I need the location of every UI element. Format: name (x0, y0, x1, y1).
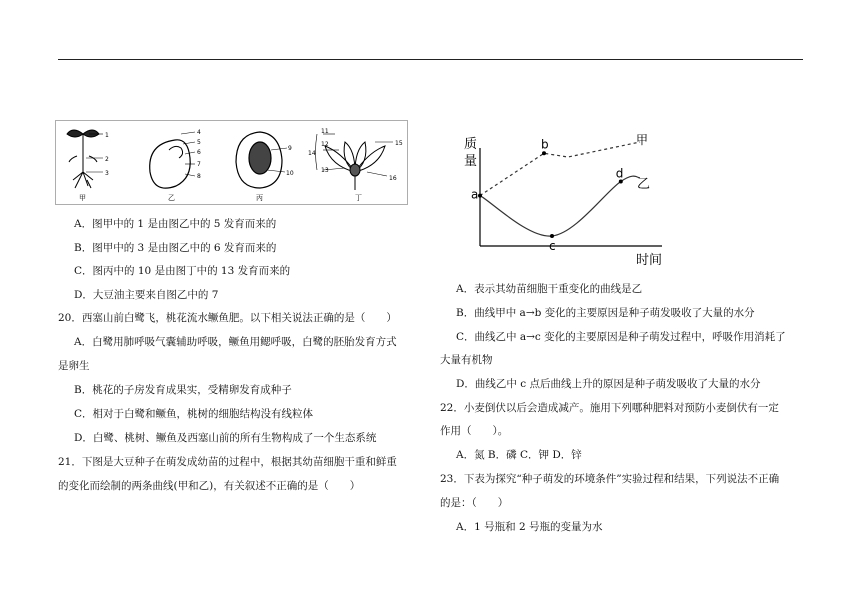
figure-label-bing: 丙 (256, 194, 263, 202)
q20-option-c: C．相对于白鹭和鳜鱼，桃树的细胞结构没有线粒体 (74, 408, 314, 420)
q20-option-a: A．白鹭用肺呼吸气囊辅助呼吸，鳜鱼用鳃呼吸，白鹭的胚胎发育方式 (74, 336, 397, 348)
point-label-a: a (471, 187, 479, 202)
q21-option-c-cont: 大量有机物 (440, 354, 493, 366)
q19-option-a: A．图甲中的 1 是由图乙中的 5 发育而来的 (74, 218, 277, 230)
series-line-yi (480, 176, 640, 236)
chart-xlabel: 时间 (636, 253, 663, 268)
label-12: 12 (321, 141, 329, 148)
label-6: 6 (197, 149, 201, 156)
header-rule (58, 59, 803, 60)
q19-option-d: D．大豆油主要来自图乙中的 7 (74, 289, 219, 301)
q19-option-c: C．图丙中的 10 是由图丁中的 13 发育而来的 (74, 265, 291, 277)
q20-stem: 20．西塞山前白鹭飞，桃花流水鳜鱼肥。以下相关说法正确的是（ ） (58, 312, 397, 324)
point-label-b: b (541, 137, 549, 152)
label-11: 11 (321, 128, 329, 135)
label-13: 13 (321, 167, 329, 174)
q21-stem-line2: 的变化而绘制的两条曲线(甲和乙)，有关叙述不正确的是（ ） (58, 480, 361, 492)
q21-option-a: A．表示其幼苗细胞干重变化的曲线是乙 (456, 283, 643, 295)
label-2: 2 (105, 156, 109, 163)
label-1: 1 (105, 132, 109, 139)
q21-stem-line1: 21．下图是大豆种子在萌发成幼苗的过程中，根据其幼苗细胞干重和鲜重 (58, 456, 397, 468)
series-label-jia: 甲 (636, 133, 649, 147)
point-label-d: d (615, 166, 624, 181)
label-5: 5 (197, 139, 201, 146)
q20-option-b: B．桃花的子房发育成果实，受精卵发育成种子 (74, 384, 292, 396)
q22-stem-line1: 22．小麦倒伏以后会造成减产。施用下列哪种肥料对预防小麦倒伏有一定 (440, 402, 779, 414)
q21-option-b: B．曲线甲中 a→b 变化的主要原因是种子萌发吸收了大量的水分 (456, 307, 755, 319)
fruit-diagram-bing (236, 132, 287, 188)
growth-chart (440, 128, 670, 270)
point-a (478, 194, 482, 198)
chart-ylabel-2: 量 (464, 154, 478, 169)
label-3: 3 (105, 170, 109, 177)
q23-stem-line1: 23．下表为探究“种子萌发的环境条件”实验过程和结果，下列说法不正确 (440, 473, 780, 485)
q20-option-a-cont: 是卵生 (58, 360, 90, 372)
q20-option-d: D．白鹭、桃树、鳜鱼及西塞山前的所有生物构成了一个生态系统 (74, 432, 377, 444)
label-10: 10 (286, 170, 294, 177)
point-c (550, 234, 554, 238)
q22-options: A．氮 B．磷 C．钾 D．锌 (456, 449, 582, 461)
label-4: 4 (197, 129, 201, 136)
seedling-diagram-jia (67, 130, 103, 188)
label-16: 16 (389, 175, 397, 182)
label-8: 8 (197, 173, 201, 180)
plant-structure-figure (55, 120, 410, 205)
point-label-c: c (549, 239, 556, 253)
figure-label-jia: 甲 (79, 194, 86, 202)
point-b (542, 151, 546, 155)
label-15: 15 (395, 140, 403, 147)
figure-label-yi: 乙 (168, 194, 175, 202)
q21-option-d: D．曲线乙中 c 点后曲线上升的原因是种子萌发吸收了大量的水分 (456, 378, 761, 390)
label-7: 7 (197, 161, 201, 168)
bean-seed-diagram-yi (150, 132, 195, 188)
q22-stem-line2: 作用（ ）。 (440, 425, 509, 437)
figure-label-ding: 丁 (355, 194, 362, 202)
label-9: 9 (288, 145, 292, 152)
q21-option-c: C．曲线乙中 a→c 变化的主要原因是种子萌发过程中，呼吸作用消耗了 (456, 331, 786, 343)
series-label-yi: 乙 (637, 177, 651, 192)
chart-ylabel-1: 质 (464, 137, 478, 152)
q23-stem-line2: 的是：（ ） (440, 497, 509, 509)
q23-option-a: A．1 号瓶和 2 号瓶的变量为水 (456, 521, 603, 533)
label-14: 14 (308, 150, 316, 157)
q19-option-b: B．图甲中的 3 是由图乙中的 6 发育而来的 (74, 242, 277, 254)
